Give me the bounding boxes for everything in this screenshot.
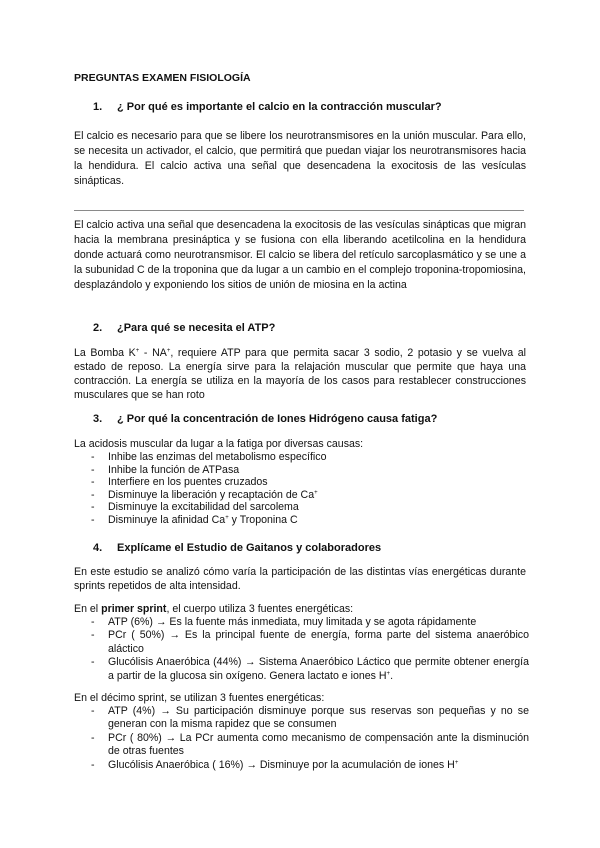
list-item: - PCr ( 80%) → La PCr aumenta como mecanismo de compensación ante la disminución de otras fuentes (74, 732, 529, 759)
tenth-item-3-sup: + (454, 759, 459, 766)
first-sprint-pre: En el (74, 603, 102, 615)
list-item: - PCr ( 50%) → Es la principal fuente de energía, forma parte del sistema anaeróbico aláctico (74, 629, 529, 656)
first-item-3-sup: + (386, 670, 391, 677)
question-4-intro: En este estudio se analizó cómo varía la participación de las distintas vías energéticas durante sprints repetidos de alta intensidad. (74, 566, 526, 592)
list-item: - Inhibe las enzimas del metabolismo específico (74, 451, 529, 464)
question-1-number: 1. (93, 101, 103, 113)
first-item-3-dot: . (390, 669, 394, 682)
list-item: - ATP (4%) → Su participación disminuye porque sus reservas son pequeñas y no se generan con la misma rapidez que se consumen (74, 705, 529, 732)
q3-item-6-sup: + (225, 514, 229, 521)
q2-text-post: , requiere ATP para que permita sacar 3 sodio, 2 potasio y se vuelva al estado de reposo. La energía sirve para la relajación muscular que permite que haya una contracción. La energía se utiliza en la mayoría de los casos para restablecer construcciones musculares que se han roto (74, 347, 527, 401)
question-4-heading (93, 542, 381, 554)
tenth-item-3-text: Glucólisis Anaeróbica ( 16%) → Disminuye por la acumulación de iones H (108, 758, 455, 771)
question-2-text: ¿Para qué se necesita el ATP? (117, 322, 276, 334)
list-item: - ATP (6%) → Es la fuente más inmediata, muy limitada y se agota rápidamente (74, 616, 529, 629)
list-item (74, 656, 529, 683)
list-item (74, 514, 529, 527)
first-item-3-text: Glucólisis Anaeróbica (44%) → Sistema Anaeróbico Láctico que permite obtener energía a partir de la glucosa sin oxígeno. Genera lactato e iones H (108, 656, 529, 682)
question-3-number: 3. (93, 413, 103, 425)
q3-item-4-sup: + (314, 489, 318, 496)
question-3-heading (93, 413, 437, 425)
list-item: - Inhibe la función de ATPasa (74, 464, 529, 477)
first-sprint-post: , el cuerpo utiliza 3 fuentes energéticas: (166, 603, 354, 615)
q3-item-6-tail: y Troponina C (228, 513, 298, 526)
q2-text-mid: - NA (139, 347, 167, 359)
first-sprint-bold: primer sprint (101, 603, 167, 615)
question-1-heading (93, 101, 442, 113)
question-2-heading (93, 322, 275, 334)
list-item: - Disminuye la excitabilidad del sarcolema (74, 501, 529, 514)
q2-sup-1: + (135, 348, 140, 354)
question-4-number: 4. (93, 542, 103, 554)
horizontal-divider (74, 210, 524, 211)
list-item (74, 489, 529, 502)
question-2-number: 2. (93, 322, 103, 334)
tenth-sprint-intro: En el décimo sprint, se utilizan 3 fuentes energéticas: (74, 692, 325, 704)
question-3-text: ¿ Por qué la concentración de Iones Hidrógeno causa fatiga? (117, 413, 438, 425)
q3-item-4-text: Disminuye la liberación y recaptación de Ca (108, 488, 315, 501)
document-title: PREGUNTAS EXAMEN FISIOLOGÍA (74, 72, 251, 84)
question-2-answer (74, 346, 526, 402)
first-sprint-intro (74, 602, 526, 617)
q2-sup-2: + (166, 348, 171, 354)
q3-item-6-text: Disminuye la afinidad Ca (108, 513, 226, 526)
question-4-text: Explícame el Estudio de Gaitanos y colaboradores (117, 542, 382, 554)
first-sprint-list (74, 616, 529, 683)
question-1-answer-paragraph-1: El calcio es necesario para que se libere los neurotransmisores en la unión muscular. Para ello, se necesita un activador, el calcio, que permitirá que puedan viajar los neurotransmisores hacia la hendidura. El calcio activa una señal que desencadena la exocitosis de las vesículas sinápticas. (74, 130, 526, 187)
tenth-sprint-list (74, 705, 529, 772)
question-1-text: ¿ Por qué es importante el calcio en la contracción muscular? (117, 101, 442, 113)
list-item: - Interfiere en los puentes cruzados (74, 476, 529, 489)
q2-text-pre: La Bomba K (74, 347, 136, 359)
question-3-intro: La acidosis muscular da lugar a la fatiga por diversas causas: (74, 438, 364, 450)
question-1-answer-paragraph-2: El calcio activa una señal que desencadena la exocitosis de las vesículas sinápticas que migran hacia la membrana presináptica y se fusiona con ella liberando acetilcolina en la hendidura donde actuará como neurotransmisor. El calcio se libera del retículo sarcoplasmático y se une a la subunidad C de la troponina que da lugar a un cambio en el complejo troponina-tropomiosina, desplazándolo y exponiendo los sitios de unión de miosina en la actina (74, 219, 526, 291)
list-item (74, 759, 529, 772)
question-3-list (74, 451, 529, 527)
